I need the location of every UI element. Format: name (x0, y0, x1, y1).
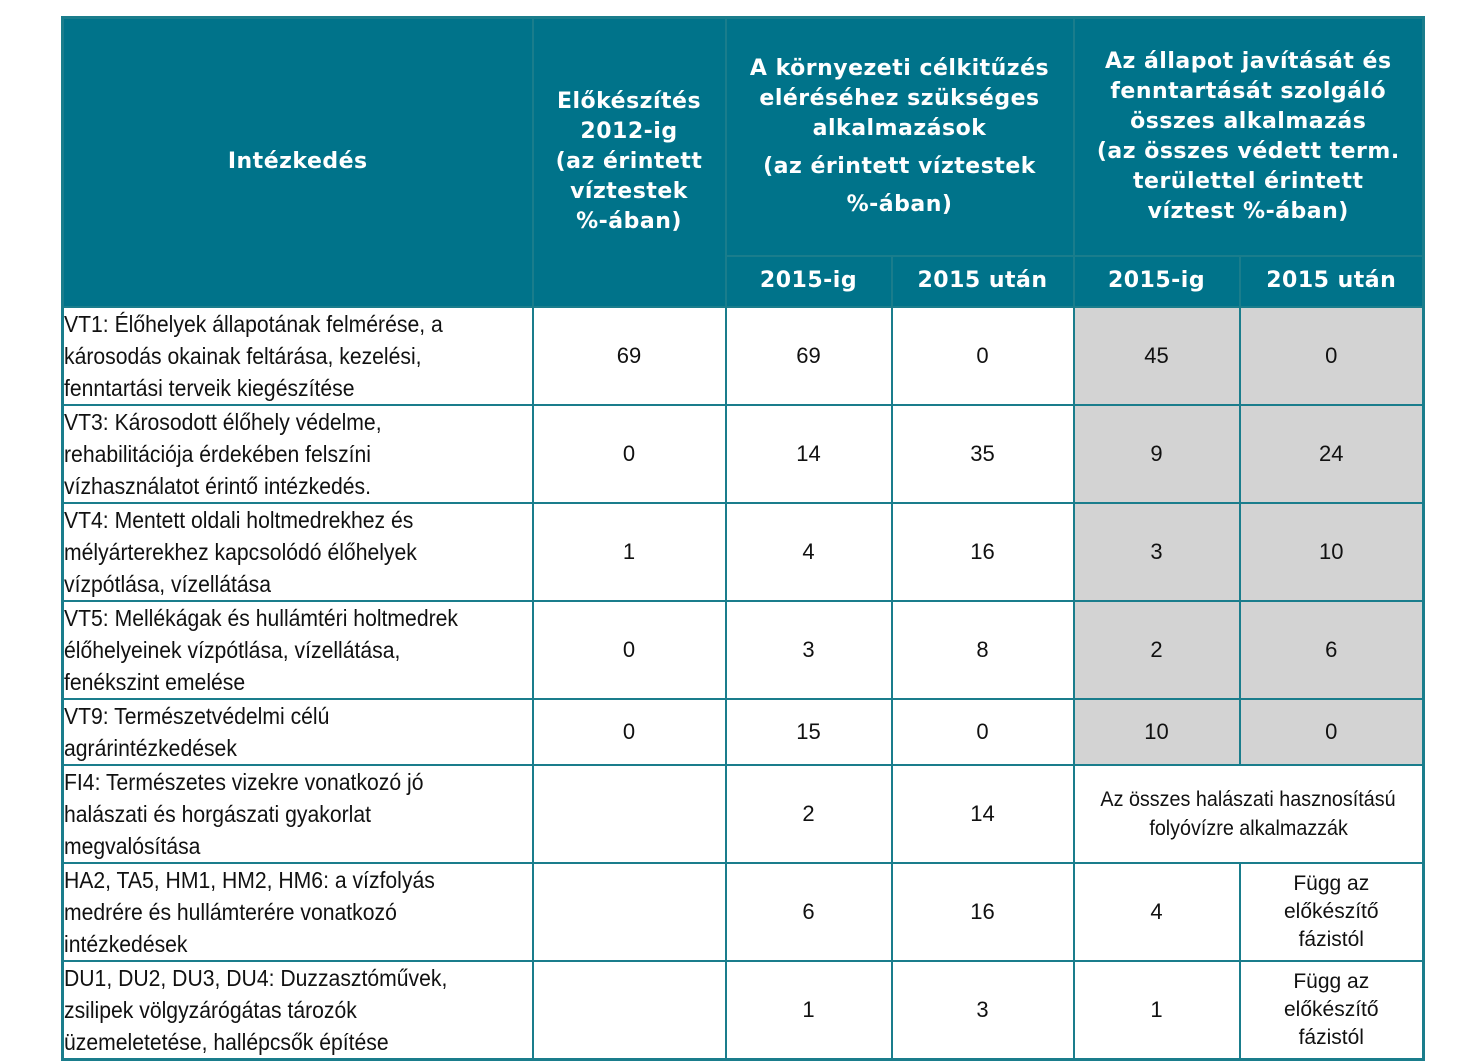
cell-preparation: 1 (533, 503, 726, 601)
cell-all-after-2015: 6 (1240, 601, 1424, 699)
cell-env-until-2015: 69 (726, 307, 892, 405)
cell-all-after-2015: 24 (1240, 405, 1424, 503)
header-environmental-objective: A környezeti célkitűzés eléréséhez szükséges alkalmazások (az érintett víztestek %-ában) (726, 18, 1074, 256)
table-row (63, 307, 1424, 405)
measure-name: VT9: Természetvédelmi célú agrárintézkedések (63, 699, 533, 765)
cell-all-until-2015: 9 (1074, 405, 1240, 503)
subheader-env-until-2015: 2015-ig (726, 256, 892, 307)
table-row (63, 699, 1424, 765)
cell-env-after-2015: 16 (892, 503, 1074, 601)
table-row (63, 961, 1424, 1060)
cell-all-after-2015: 0 (1240, 699, 1424, 765)
cell-env-until-2015: 2 (726, 765, 892, 863)
cell-all-until-2015: 2 (1074, 601, 1240, 699)
header-all-applications: Az állapot javítását és fenntartását szolgáló összes alkalmazás (az összes védett term. területtel érintett víztest %-ában) (1074, 18, 1424, 256)
cell-all-until-2015: 3 (1074, 503, 1240, 601)
cell-env-until-2015: 6 (726, 863, 892, 961)
measure-name: HA2, TA5, HM1, HM2, HM6: a vízfolyás medrére és hullámterére vonatkozó intézkedések (63, 863, 533, 961)
cell-all-until-2015: 4 (1074, 863, 1240, 961)
cell-env-after-2015: 3 (892, 961, 1074, 1060)
measure-name: DU1, DU2, DU3, DU4: Duzzasztóművek, zsilipek völgyzárógátas tározók üzemeletetése, hallépcsők építése (63, 961, 533, 1060)
cell-env-after-2015: 14 (892, 765, 1074, 863)
cell-env-after-2015: 8 (892, 601, 1074, 699)
cell-env-until-2015: 4 (726, 503, 892, 601)
measure-name: VT4: Mentett oldali holtmedrekhez és mélyárterekhez kapcsolódó élőhelyek vízpótlása, vízellátása (63, 503, 533, 601)
measure-name: VT5: Mellékágak és hullámtéri holtmedrek élőhelyeinek vízpótlása, vízellátása, fenékszint emelése (63, 601, 533, 699)
subheader-all-after-2015: 2015 után (1240, 256, 1424, 307)
cell-env-until-2015: 15 (726, 699, 892, 765)
cell-env-after-2015: 35 (892, 405, 1074, 503)
cell-env-after-2015: 0 (892, 699, 1074, 765)
measure-name: VT1: Élőhelyek állapotának felmérése, a károsodás okainak feltárása, kezelési, fenntartási terveik kiegészítése (63, 307, 533, 405)
cell-all-until-2015: 1 (1074, 961, 1240, 1060)
measures-table (61, 16, 1425, 1061)
cell-preparation: 69 (533, 307, 726, 405)
subheader-all-until-2015: 2015-ig (1074, 256, 1240, 307)
table-row (63, 405, 1424, 503)
measure-name: VT3: Károsodott élőhely védelme, rehabilitációja érdekében felszíni vízhasználatot érintő intézkedés. (63, 405, 533, 503)
cell-all-until-2015: 10 (1074, 699, 1240, 765)
table-row (63, 863, 1424, 961)
table-row (63, 765, 1424, 863)
cell-preparation (533, 961, 726, 1060)
header-preparation: Előkészítés 2012-ig (az érintett víztestek %-ában) (533, 18, 726, 307)
cell-preparation (533, 863, 726, 961)
header-measure: Intézkedés (63, 18, 533, 307)
cell-all-after-2015-note: Függ az előkészítő fázistól (1240, 961, 1424, 1060)
subheader-env-after-2015: 2015 után (892, 256, 1074, 307)
cell-preparation: 0 (533, 601, 726, 699)
table-row (63, 503, 1424, 601)
cell-all-after-2015: 10 (1240, 503, 1424, 601)
cell-env-until-2015: 14 (726, 405, 892, 503)
cell-all-applications-note: Az összes halászati hasznosítású folyóvízre alkalmazzák (1074, 765, 1424, 863)
cell-preparation (533, 765, 726, 863)
cell-env-until-2015: 1 (726, 961, 892, 1060)
cell-all-after-2015: 0 (1240, 307, 1424, 405)
cell-env-after-2015: 16 (892, 863, 1074, 961)
cell-env-until-2015: 3 (726, 601, 892, 699)
table-row (63, 601, 1424, 699)
cell-env-after-2015: 0 (892, 307, 1074, 405)
measure-name: FI4: Természetes vizekre vonatkozó jó halászati és horgászati gyakorlat megvalósítása (63, 765, 533, 863)
cell-all-until-2015: 45 (1074, 307, 1240, 405)
cell-preparation: 0 (533, 699, 726, 765)
cell-preparation: 0 (533, 405, 726, 503)
cell-all-after-2015-note: Függ az előkészítő fázistól (1240, 863, 1424, 961)
